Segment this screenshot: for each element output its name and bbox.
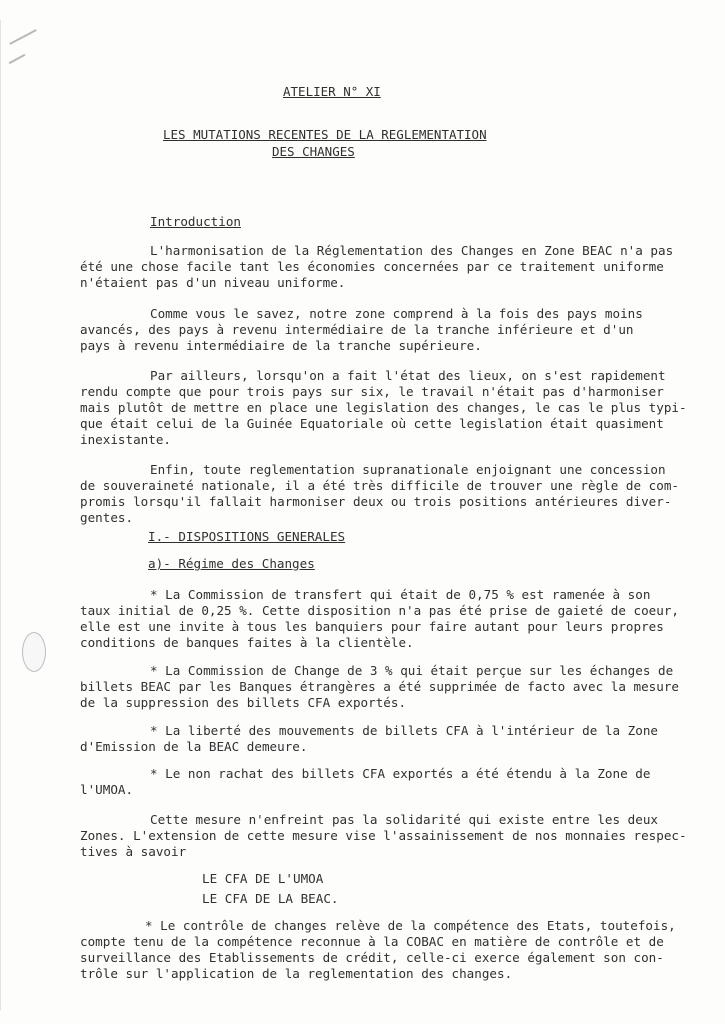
intro-p3-line: que était celui de la Guinée Equatoriale où cette legislation était quasiment (80, 416, 664, 431)
intro-p1-line: été une chose facile tant les économies concernées par ce traitement uniforme (80, 259, 664, 274)
regime-item-line: d'Emission de la BEAC demeure. (80, 739, 308, 754)
regime-item-line: conditions de banques faites à la clientèle. (80, 635, 414, 650)
intro-p4-line: de souveraineté nationale, il a été très difficile de trouver une règle de com- (80, 478, 679, 493)
regime-item-line: elle est une invite à tous les banquiers pour faire autant pour leurs propres (80, 619, 664, 634)
regime-item-line: * Le non rachat des billets CFA exportés a été étendu à la Zone de (150, 766, 651, 781)
intro-p4-line: promis lorsqu'il fallait harmoniser deux ou trois positions antérieures diver- (80, 494, 672, 509)
controle-line: surveillance des Etablissements de crédit, celle-ci exerce également son con- (80, 950, 664, 965)
mesure-line: Zones. L'extension de cette mesure vise l'assainissement de nos monnaies respec- (80, 828, 687, 843)
intro-p3-line: inexistante. (80, 432, 171, 447)
intro-p2-line: Comme vous le savez, notre zone comprend à la fois des pays moins (150, 306, 643, 321)
intro-p3-line: Par ailleurs, lorsqu'on a fait l'état des lieux, on s'est rapidement (150, 368, 666, 383)
intro-p2-line: avancés, des pays à revenu intermédiaire de la tranche inférieure et d'un (80, 322, 634, 337)
regime-item-line: de la suppression des billets CFA exportés. (80, 695, 407, 710)
intro-heading: Introduction (150, 214, 241, 229)
regime-item-line: * La Commission de Change de 3 % qui était perçue sur les échanges de (150, 663, 674, 678)
intro-p4-line: Enfin, toute reglementation supranationale enjoignant une concession (150, 462, 666, 477)
intro-p4-line: gentes. (80, 510, 134, 525)
fold-mark (9, 54, 26, 64)
punch-hole (22, 632, 46, 672)
controle-line: trôle sur l'application de la reglementation des changes. (80, 966, 513, 981)
intro-p1-line: n'étaient pas d'un niveau uniforme. (80, 275, 346, 290)
section1-heading: I.- DISPOSITIONS GENERALES (148, 529, 346, 544)
page-title-line2: DES CHANGES (272, 144, 355, 159)
atelier-number: ATELIER N° XI (283, 84, 381, 99)
controle-line: * Le contrôle de changes relève de la compétence des Etats, toutefois, (145, 918, 676, 933)
cfa-list-item: LE CFA DE L'UMOA (202, 871, 324, 886)
page-edge (0, 20, 1, 1010)
fold-mark (9, 29, 36, 45)
mesure-line: tives à savoir (80, 844, 187, 859)
intro-p3-line: rendu compte que pour trois pays sur six, le travail n'était pas d'harmoniser (80, 384, 664, 399)
intro-p3-line: mais plutôt de mettre en place une legislation des changes, le cas le plus typi- (80, 400, 687, 415)
regime-item-line: billets BEAC par les Banques étrangères a été supprimée de facto avec la mesure (80, 679, 679, 694)
page-title-line1: LES MUTATIONS RECENTES DE LA REGLEMENTATION (163, 127, 487, 142)
regime-item-line: taux initial de 0,25 %. Cette disposition n'a pas été prise de gaieté de coeur, (80, 603, 679, 618)
regime-item-line: * La Commission de transfert qui était de 0,75 % est ramenée à son (150, 587, 651, 602)
regime-item-line: * La liberté des mouvements de billets CFA à l'intérieur de la Zone (150, 723, 658, 738)
regime-item-line: l'UMOA. (80, 782, 134, 797)
intro-p2-line: pays à revenu intermédiaire de la tranche supérieure. (80, 338, 482, 353)
cfa-list-item: LE CFA DE LA BEAC. (202, 891, 339, 906)
intro-p1-line: L'harmonisation de la Réglementation des Changes en Zone BEAC n'a pas (150, 243, 674, 258)
mesure-line: Cette mesure n'enfreint pas la solidarité qui existe entre les deux (150, 812, 658, 827)
section1a-heading: a)- Régime des Changes (148, 556, 315, 571)
controle-line: compte tenu de la compétence reconnue à la COBAC en matière de contrôle et de (80, 934, 664, 949)
